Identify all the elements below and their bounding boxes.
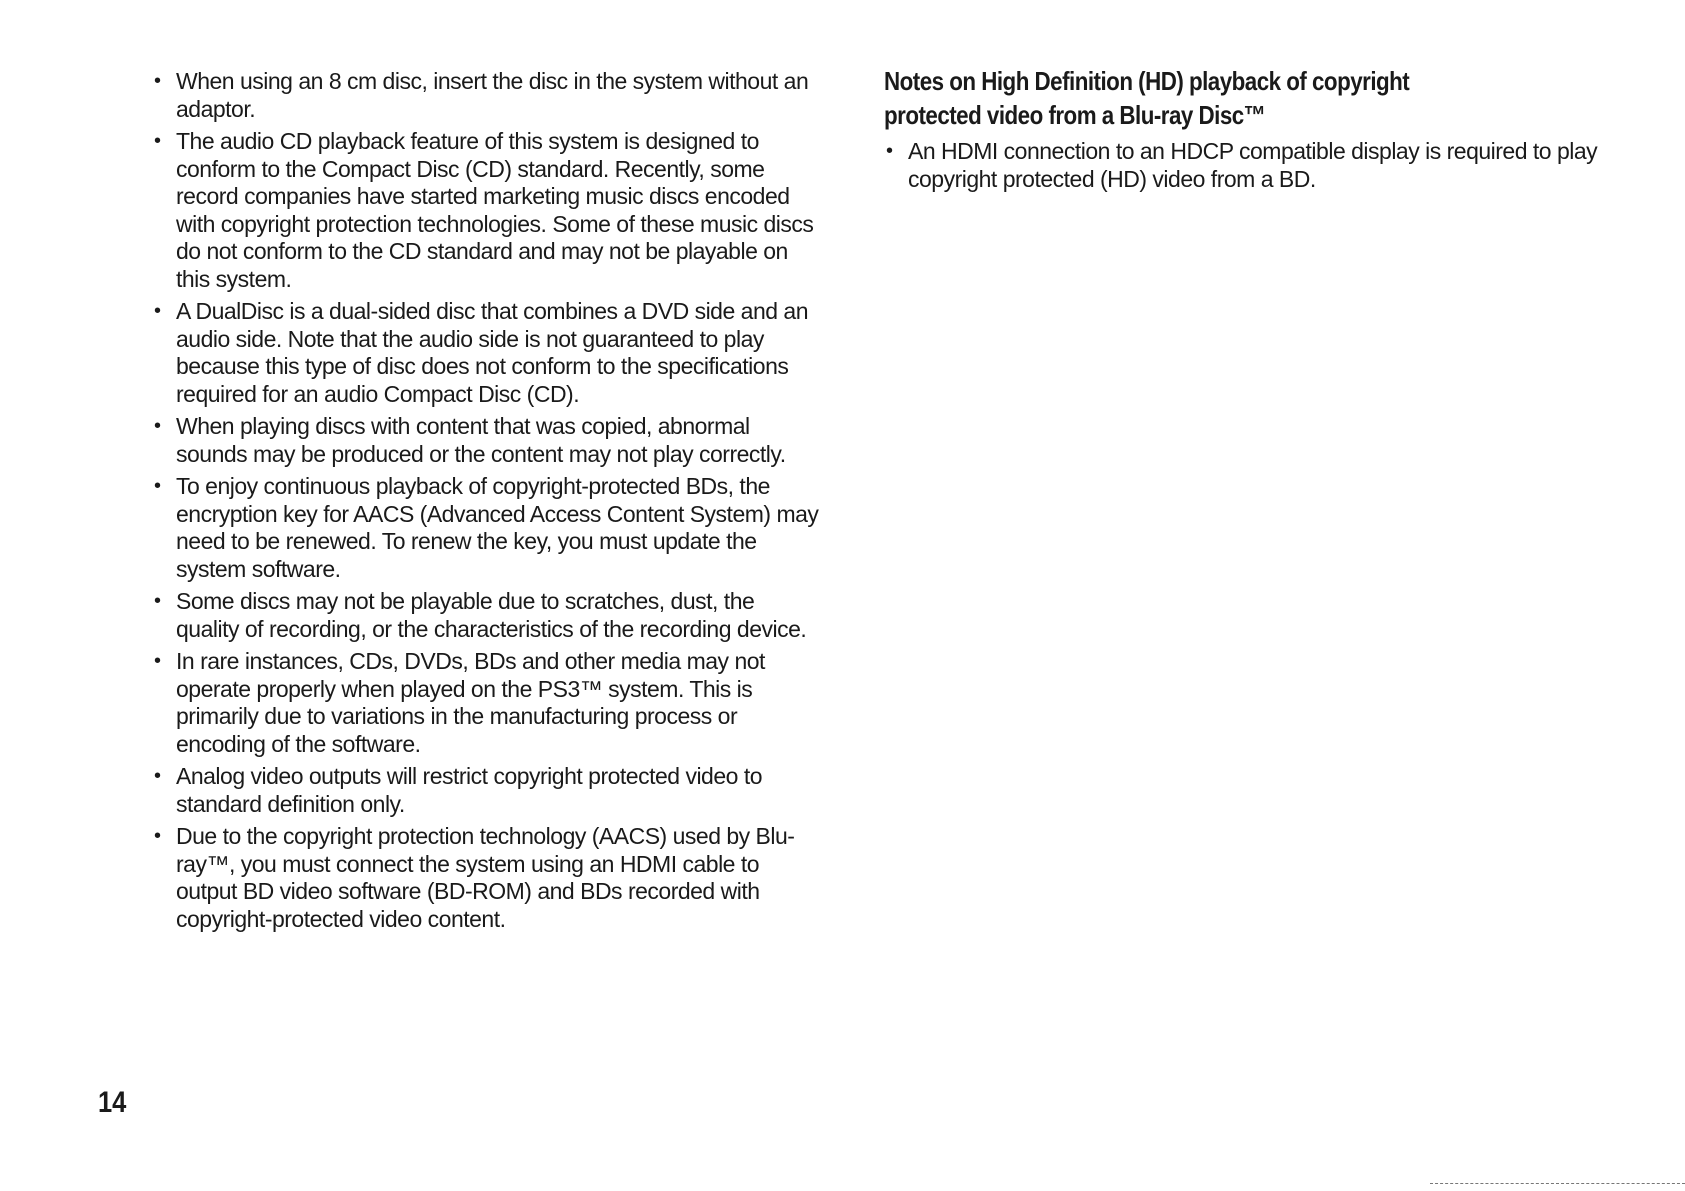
list-item bbox=[152, 763, 822, 818]
section-heading-line: Notes on High Definition (HD) playback of copyright bbox=[884, 66, 1410, 96]
section-heading-line: protected video from a Blu-ray Disc™ bbox=[884, 100, 1266, 130]
list-item-text: Analog video outputs will restrict copyright protected video to standard definition only. bbox=[176, 763, 762, 817]
list-item bbox=[152, 298, 822, 408]
bullet-icon: • bbox=[154, 825, 161, 847]
bullet-icon: • bbox=[154, 765, 161, 787]
section-heading bbox=[884, 64, 1624, 132]
list-item bbox=[152, 128, 822, 293]
list-item bbox=[152, 413, 822, 468]
list-item bbox=[152, 473, 822, 583]
list-item bbox=[152, 823, 822, 933]
left-column bbox=[152, 68, 822, 938]
bullet-icon: • bbox=[154, 300, 161, 322]
list-item bbox=[152, 588, 822, 643]
list-item bbox=[152, 648, 822, 758]
bullet-icon: • bbox=[154, 70, 161, 92]
list-item-text: When using an 8 cm disc, insert the disc in the system without an adaptor. bbox=[176, 68, 809, 122]
page-number: 14 bbox=[98, 1086, 127, 1119]
list-item-text: The audio CD playback feature of this system is designed to conform to the Compact Disc (CD) standard. Recently, some record companies have started marketing music discs encoded with copyright protection technologies. Some of these music discs do not conform to the CD standard and may not be playable on this system. bbox=[176, 128, 814, 292]
hd-notes-list bbox=[884, 138, 1624, 193]
right-column bbox=[884, 64, 1624, 198]
list-item-text: Due to the copyright protection technology (AACS) used by Blu-ray™, you must connect the system using an HDMI cable to output BD video software (BD-ROM) and BDs recorded with copyright-protected video content. bbox=[176, 823, 795, 932]
list-item-text: When playing discs with content that was copied, abnormal sounds may be produced or the content may not play correctly. bbox=[176, 413, 786, 467]
list-item-text: A DualDisc is a dual-sided disc that combines a DVD side and an audio side. Note that the audio side is not guaranteed to play because this type of disc does not conform to the specifications required for an audio Compact Disc (CD). bbox=[176, 298, 809, 407]
bullet-icon: • bbox=[154, 650, 161, 672]
notes-list bbox=[152, 68, 822, 933]
list-item-text: To enjoy continuous playback of copyright-protected BDs, the encryption key for AACS (Advanced Access Content System) may need to be renewed. To renew the key, you must update the system software. bbox=[176, 473, 819, 582]
bullet-icon: • bbox=[154, 475, 161, 497]
list-item bbox=[884, 138, 1624, 193]
bullet-icon: • bbox=[154, 590, 161, 612]
footer-divider bbox=[1430, 1183, 1685, 1184]
list-item bbox=[152, 68, 822, 123]
list-item-text: Some discs may not be playable due to scratches, dust, the quality of recording, or the characteristics of the recording device. bbox=[176, 588, 807, 642]
bullet-icon: • bbox=[154, 130, 161, 152]
list-item-text: An HDMI connection to an HDCP compatible display is required to play copyright protected (HD) video from a BD. bbox=[908, 138, 1598, 192]
list-item-text: In rare instances, CDs, DVDs, BDs and other media may not operate properly when played on the PS3™ system. This is primarily due to variations in the manufacturing process or encoding of the software. bbox=[176, 648, 765, 757]
bullet-icon: • bbox=[154, 415, 161, 437]
bullet-icon: • bbox=[886, 140, 893, 162]
